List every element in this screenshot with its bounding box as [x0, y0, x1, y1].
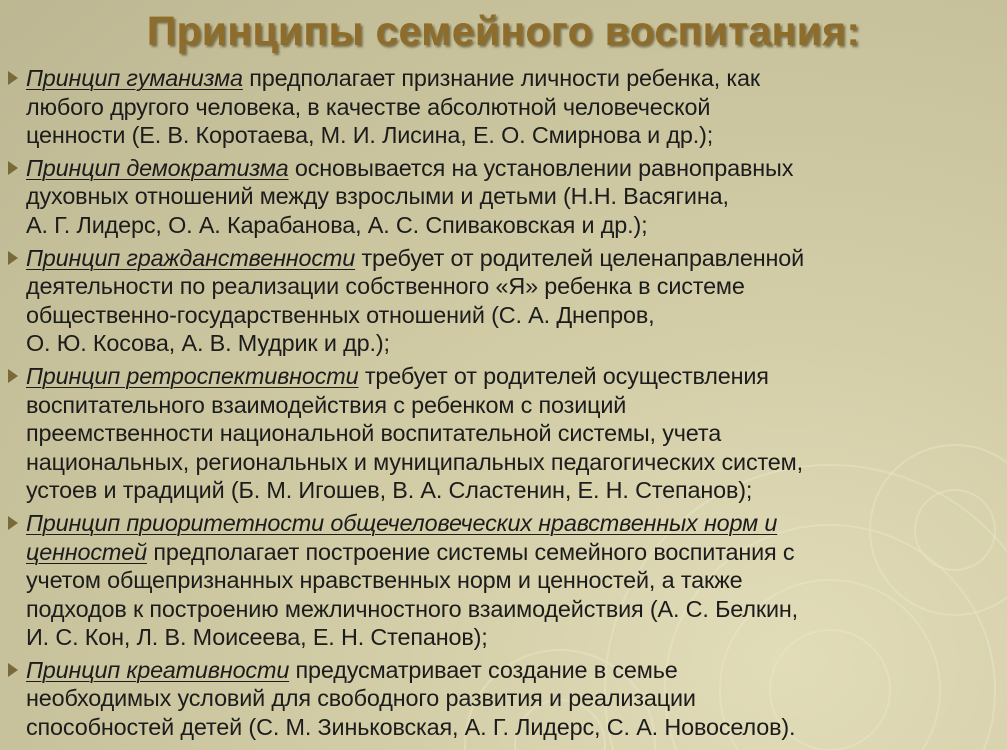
item-line: учетом общепризнанных нравственных норм и ценностей, а также [26, 567, 743, 594]
item-text: предполагает признание личности ребенка, как [242, 65, 760, 91]
item-line [26, 154, 998, 183]
principle-name: Принцип демократизма [26, 154, 289, 181]
list-item [8, 656, 998, 742]
item-line: деятельности по реализации собственного «Я» ребенка в системе [26, 273, 745, 300]
principle-name: ценностей [26, 538, 147, 565]
item-line [26, 362, 998, 391]
slide-title: Принципы семейного воспитания: [146, 8, 861, 54]
bullet-triangle-icon [8, 161, 18, 175]
item-text: требует от родителей осуществления [358, 362, 769, 389]
item-line: преемственности национальной воспитательной системы, учета [26, 420, 722, 447]
item-line: А. Г. Лидерс, О. А. Карабанова, А. С. Спиваковская и др.); [26, 211, 648, 238]
principle-name: Принцип приоритетности общечеловеческих нравственных норм и [26, 509, 778, 536]
list-item [8, 244, 998, 358]
principles-list [8, 64, 998, 746]
principle-name: Принцип гражданственности [26, 244, 356, 271]
item-line: общественно-государственных отношений (С. А. Днепров, [26, 301, 655, 328]
item-text: предполагает построение системы семейного воспитания с [146, 538, 795, 565]
bullet-triangle-icon [8, 71, 18, 85]
item-line [26, 244, 998, 273]
item-text: предусматривает создание в семье [289, 656, 678, 683]
item-line: способностей детей (С. М. Зиньковская, А. Г. Лидерс, С. А. Новоселов). [26, 714, 796, 741]
list-item [8, 509, 998, 652]
item-line: воспитательного взаимодействия с ребенком с позиций [26, 391, 627, 418]
principle-name: Принцип ретроспективности [26, 362, 359, 389]
item-line: необходимых условий для свободного развития и реализации [26, 685, 696, 712]
list-item [8, 362, 998, 505]
item-line [26, 509, 998, 538]
item-line: устоев и традиций (Б. М. Игошев, В. А. Сластенин, Е. Н. Степанов); [26, 477, 753, 504]
item-line [26, 64, 998, 93]
item-text: требует от родителей целенаправленной [355, 244, 805, 271]
principle-name: Принцип гуманизма [26, 65, 243, 91]
bullet-triangle-icon [8, 516, 18, 530]
bullet-triangle-icon [8, 663, 18, 677]
item-line: И. С. Кон, Л. В. Моисеева, Е. Н. Степанов); [26, 624, 488, 651]
item-line [26, 538, 998, 567]
item-line: духовных отношений между взрослыми и детьми (Н.Н. Васягина, [26, 183, 729, 210]
item-line: О. Ю. Косова, А. В. Мудрик и др.); [26, 330, 390, 357]
item-line: ценности (Е. В. Коротаева, М. И. Лисина, Е. О. Смирнова и др.); [26, 122, 714, 149]
list-item [8, 154, 998, 240]
bullet-triangle-icon [8, 251, 18, 265]
list-item [8, 64, 998, 150]
item-text: основывается на установлении равноправных [288, 154, 794, 181]
item-line [26, 656, 998, 685]
item-line: любого другого человека, в качестве абсолютной человеческой [26, 93, 711, 120]
bullet-triangle-icon [8, 369, 18, 383]
principle-name: Принцип креативности [26, 656, 290, 683]
item-line: подходов к построению межличностного взаимодействия (А. С. Белкин, [26, 595, 798, 622]
item-line: национальных, региональных и муниципальных педагогических систем, [26, 448, 803, 475]
